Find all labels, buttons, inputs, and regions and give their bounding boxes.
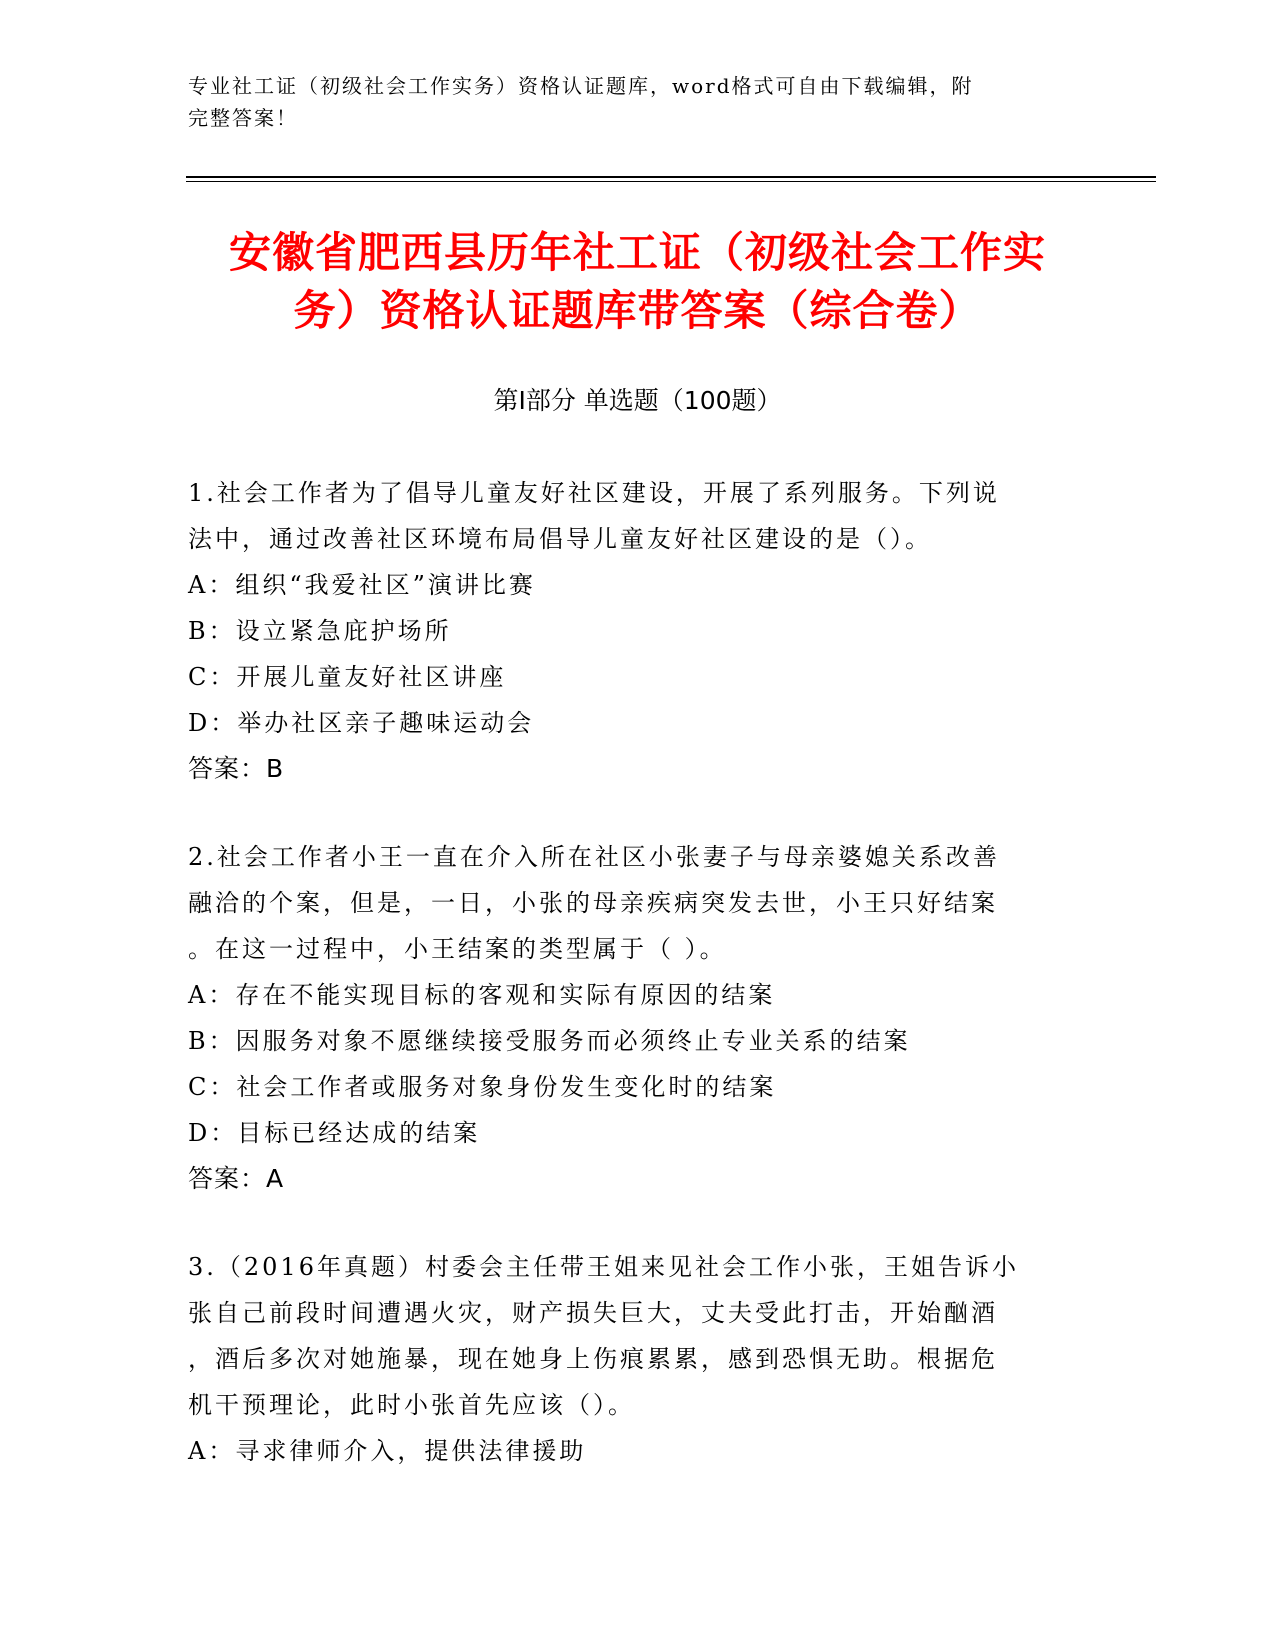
option-a: A：存在不能实现目标的客观和实际有原因的结案 [188,981,776,1009]
question-stem [188,1244,1068,1428]
document-title-line: 务）资格认证题库带答案（综合卷） [293,286,982,335]
question-stem-line: 机干预理论，此时小张首先应该（）。 [188,1391,635,1419]
option-d: D：目标已经达成的结案 [188,1119,481,1147]
question-stem [188,470,1068,562]
question-stem-line: 3.（2016年真题）村委会主任带王姐来见社会工作小张，王姐告诉小 [188,1253,1019,1281]
document-title-line: 安徽省肥西县历年社工证（初级社会工作实 [228,228,1046,277]
option-d: D：举办社区亲子趣味运动会 [188,709,535,737]
option-b: B：设立紧急庇护场所 [188,617,452,645]
question-block [188,1244,1068,1474]
option-a: A：组织“我爱社区”演讲比赛 [188,571,536,599]
option-c: C：社会工作者或服务对象身份发生变化时的结案 [188,1073,777,1101]
header-note-line: 专业社工证（初级社会工作实务）资格认证题库，word格式可自由下载编辑，附 [188,74,974,98]
question-stem-line: 2.社会工作者小王一直在介入所在社区小张妻子与母亲婆媳关系改善 [188,843,1000,871]
question-stem [188,834,1068,972]
question-stem-line: 张自己前段时间遭遇火灾，财产损失巨大，丈夫受此打击，开始酗酒 [188,1299,998,1327]
answer-line: 答案：A [188,1164,285,1193]
option-b: B：因服务对象不愿继续接受服务而必须终止专业关系的结案 [188,1027,911,1055]
header-divider-thick [186,176,1156,178]
question-stem-line: ，酒后多次对她施暴，现在她身上伤痕累累，感到恐惧无助。根据危 [188,1345,998,1373]
option-c: C：开展儿童友好社区讲座 [188,663,507,691]
question-stem-line: 融洽的个案，但是，一日，小张的母亲疾病突发去世，小王只好结案 [188,889,998,917]
question-stem-line: 1.社会工作者为了倡导儿童友好社区建设，开展了系列服务。下列说 [188,479,1000,507]
document-title [150,224,1125,340]
header-note [188,70,1088,134]
question-block [188,470,1068,792]
answer-line: 答案：B [188,754,285,783]
question-stem-line: 。在这一过程中，小王结案的类型属于（ ）。 [188,935,727,963]
option-a: A：寻求律师介入，提供法律援助 [188,1437,587,1465]
header-divider-thin [186,181,1156,182]
section-heading: 第Ⅰ部分 单选题（100题） [493,386,782,415]
header-note-line: 完整答案！ [188,106,298,130]
question-block [188,834,1068,1202]
question-stem-line: 法中，通过改善社区环境布局倡导儿童友好社区建设的是（）。 [188,525,932,553]
